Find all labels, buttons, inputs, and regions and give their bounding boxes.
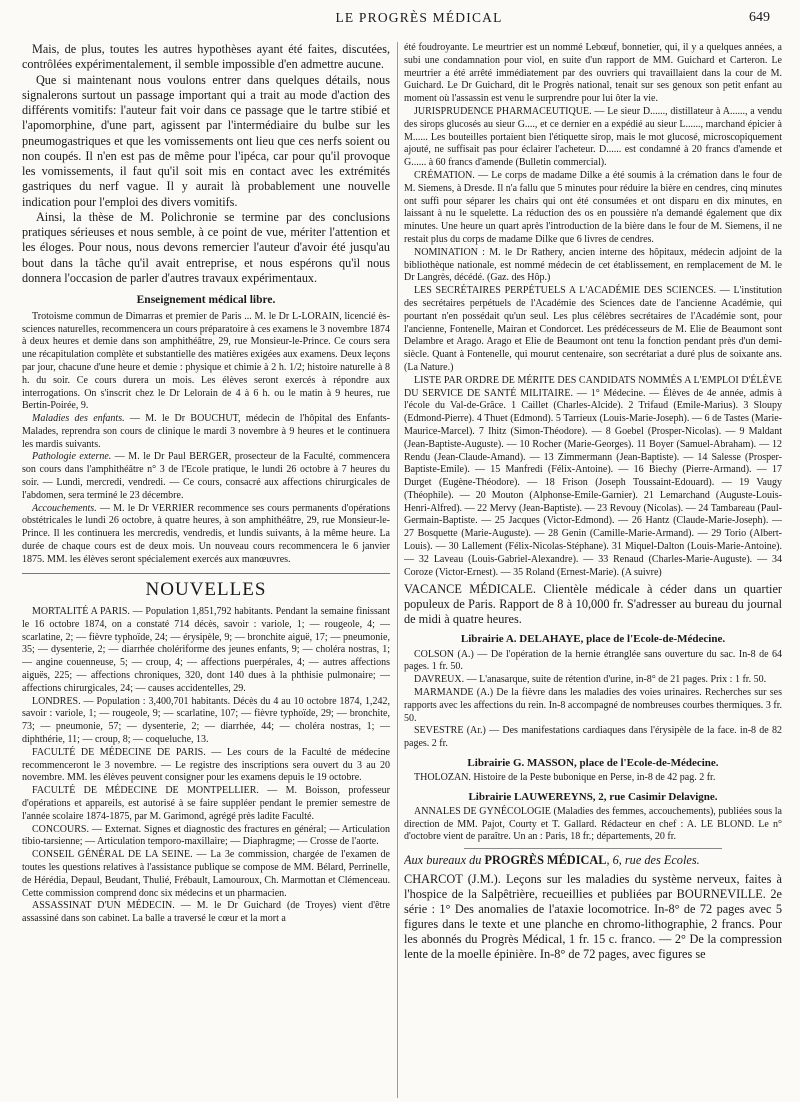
bureau-heading: Aux bureaux du (404, 853, 482, 868)
column-divider (397, 42, 398, 1098)
vacancy-notice: VACANCE MÉDICALE. Clientèle médicale à céder dans un quartier populeux de Paris. Rapport de 8 à 10,000 fr. S'adresser au bureau du journal de midi à quatre heures. (404, 582, 782, 627)
page-number: 649 (749, 10, 770, 25)
news-item (22, 451, 390, 502)
book-listing: ANNALES DE GYNÉCOLOGIE (Maladies des femmes, accouchements), publiées sous la direction de MM. Pajot, Courty et T. Gallard. Rédacteur en chef : A. LE BLOND. Le n° d'octobre vient de paraître. Un an : Paris, 18 fr.; départements, 20 fr. (404, 805, 782, 843)
item-text: — M. le Dr VERRIER recommence ses cours permanents d'opérations obstétricales le lundi 26 octobre, à quatre heures, à son amphithéâtre, 29, rue Monsieur-le-Prince. Il les continuera les mercredis, vendredis, et lundis suivants, à la même heure. La durée de chaque cours est de deux mois. Un nouveau cours recommencera le 6 janvier 1875. MM. les élèves seront spécialement exercés aux manœuvres. (22, 502, 390, 565)
right-column (404, 42, 782, 1098)
news-item: CRÉMATION. — Le corps de madame Dilke a été soumis à la crémation dans le four de M. Siemens, à Dresde. Il n'a fallu que 5 minutes pour réduire la bière en cendres, cinq minutes ont suffi pour séparer les chairs qui ont été consumées et ont disparu en dix minutes, en laissant à nu le squelette. La réduction des os en poussière n'a demandé également que dix minutes. Une heure un quart après l'introduction de la bière dans le four de M. Siemens, il ne restait plus du corps de madame Dilke que 6 livres de cendres. (404, 169, 782, 245)
publisher-heading: Librairie LAUWEREYNS, 2, rue Casimir Delavigne. (468, 790, 718, 803)
publisher-heading: Librairie G. MASSON, place de l'Ecole-de-Médecine. (467, 756, 719, 769)
news-item (22, 413, 390, 451)
item-text: — M. le Dr Paul BERGER, prosecteur de la Faculté, commencera son cours dans l'amphithéâtre n° 3 de l'Ecole pratique, le lundi 26 octobre à 7 heures du soir. — Lundi, mercredi, vendredi. — Ce cours, consacré aux affections chirurgicales de l'abdomen, sera terminé le 23 décembre. (22, 451, 390, 501)
news-item: CONSEIL GÉNÉRAL DE LA SEINE. — La 3e commission, chargée de l'examen de toutes les questions relatives à l'assistance publique se compose de MM. Bélard, Perrinelle, de Hérédia, Depaul, Beudant, Thulié, Frébault, Lamouroux, Ch. Marmottan et Clémenceau. Cette commission comprend donc six médecins et un pharmacien. (22, 849, 390, 899)
news-item: été foudroyante. Le meurtrier est un nommé Lebœuf, bonnetier, qui, il y a quelques années, a subi une condamnation pour viol, en suite d'un rapport de MM. Guichard et Carteron. Le meurtrier a été arrêté immédiatement par des ouvriers qui travaillaient dans la cour de M. Guichard. Le Dr Guichard, dit le Progrès national, tenait sur ses genoux son petit enfant au moment où l'assassin est venu le surprendre pour lui ôter la vie. (404, 42, 782, 105)
bureau-address: , 6, rue des Ecoles. (606, 853, 700, 868)
item-label: Accouchements. (32, 502, 97, 514)
news-item: CONCOURS. — Externat. Signes et diagnostic des fractures en général; — Articulation tibio-tarsienne; — Articulation temporo-maxillaire; — Diaphragme; — Crosse de l'aorte. (22, 823, 390, 848)
journal-name: PROGRÈS MÉDICAL (484, 853, 607, 868)
paragraph: Ainsi, la thèse de M. Polichronie se termine par des conclusions pratiques sérieuses et nous semble, à ce point de vue, mériter l'attention et les éloges. Pour nous, nous devons remercier l'auteur d'avoir été jusqu'au bout dans la tâche qu'il avait entreprise, et nous espérons qu'il nous donnera l'occasion de parler d'autres travaux expérimentaux. (22, 209, 390, 285)
item-label: Maladies des enfants. (32, 413, 125, 425)
book-listing: SEVESTRE (Ar.) — Des manifestations cardiaques dans l'érysipèle de la face. in-8 de 82 pages. 2 fr. (404, 725, 782, 750)
book-listing: THOLOZAN. Histoire de la Peste bubonique en Perse, in-8 de 42 pag. 2 fr. (414, 772, 716, 783)
item-text: — M. le Dr BOUCHUT, médecin de l'hôpital des Enfants-Malades, reprendra son cours de clinique le mardi 3 novembre à 9 heures et le continuera les mardis suivants. (22, 413, 390, 450)
news-item (22, 503, 390, 567)
section-heading: Enseignement médical libre. (136, 294, 276, 306)
nouvelles-heading: NOUVELLES (22, 573, 390, 602)
news-item: MORTALITÉ A PARIS. — Population 1,851,792 habitants. Pendant la semaine finissant le 16 octobre 1874, on a constaté 714 décès, savoir : variole, 1; — rougeole, 4; — scarlatine, 2; — fièvre typhoïde, 24; — érysipèle, 9; — bronchite aiguë, 17; — pneumonie, 35; — dysenterie, 2; — diarrhée cholériforme des jeunes enfants, 9; — choléra nostras, 1; — angine couenneuse, 5; — croup, 4; — affections puerpérales, 4; — autres affections aiguës, 225; — affections chroniques, 320, dont 140 dues à la phthisie pulmonaire; — affections chirurgicales, 24; — causes accidentelles, 29. (22, 605, 390, 694)
news-item: NOMINATION : M. le Dr Rathery, ancien interne des hôpitaux, médecin adjoint de la bibliothèque nationale, est nommé médecin de cet établissement, en remplacement de M. le Dr Langrès, décédé. (Gaz. des Hôp.) (404, 246, 782, 284)
running-header (56, 10, 782, 32)
news-item: FACULTÉ DE MÉDECINE DE MONTPELLIER. — M. Boisson, professeur d'opérations et appareils, est autorisé à se faire suppléer pendant le premier semestre de l'année scolaire 1874-1875, par M. Garimond, agrégé près ladite Faculté. (22, 785, 390, 822)
publisher-heading: Librairie A. DELAHAYE, place de l'Ecole-de-Médecine. (460, 633, 726, 646)
item-label: Pathologie externe. (32, 451, 112, 463)
news-item: JURISPRUDENCE PHARMACEUTIQUE. — Le sieur D......, distillateur à A......, a vendu des sirops glucosés au sieur G...., et ce dernier en a expédié au sieur L......, marchand épicier à M...... Les bouteilles portaient bien l'étiquette sirop, mais le mot glucosé, microscopiquement ajouté, ne suffisait pas pour éclairer l'acheteur. D...... est condamné à 20 francs d'amende et G...... à 60 francs d'amende (Bulletin commercial). (404, 105, 782, 169)
left-column (22, 42, 390, 1098)
book-listing: COLSON (A.) — De l'opération de la hernie étranglée sans ouverture du sac. In-8 de 64 pages. 1 fr. 50. (404, 648, 782, 673)
book-listing: DAVREUX. — L'anasarque, suite de rétention d'urine, in-8° de 21 pages. Prix : 1 fr. 50. (414, 674, 767, 686)
paragraph: Mais, de plus, toutes les autres hypothèses ayant été faites, discutées, contrôlées expérimentalement, il semble impossible d'en admettre aucune. (22, 42, 390, 72)
news-item: Trotoisme commun de Dimarras et premier de Paris ... M. le Dr L-LORAIN, licencié ès-sciences naturelles, recommencera un cours préparatoire à ces examens le 3 novembre 1874 à deux heures et demie dans son amphithéâtre, 29, rue Monsieur-le-Prince. Ce cours sera une récapitulation complète et substantielle des matières exigées aux examens. Deux leçons par jour, chacune d'une heure et demie : physique et chimie à 2 h. 1/2; histoire naturelle à 8 h. du soir. Ce cours durera un mois. Les élèves seront exercés à répondre aux interrogations. On s'inscrit chez le Dr Lelorain de 4 à 6 h. ou le matin à 9 heures, rue Bertin-Poirée, 9. (22, 310, 390, 412)
candidate-list: LISTE PAR ORDRE DE MÉRITE DES CANDIDATS NOMMÉS A L'EMPLOI D'ÉLÈVE DU SERVICE DE SANTÉ MILITAIRE. — 1° Médecine. — Élèves de 4e année, admis à l'école du Val-de-Grâce. 1 Caillet (Charles-Alcide). 2 Trifaud (Emile-Marius). 3 Sloupy (Edmond-Pierre). 4 Thuet (Edmond). 5 Tarrieux (Louis-Marie-Joseph). — 6 de Tastes (Marie-Maurice-Marcel). 7 Ihitz (Simon-Théodore). — 8 Goebel (Prosper-Nicolas). — 9 Maldant (Jean-Baptiste-Auguste). — 10 Rocher (Marie-Georges). 11 Boyer (Samuel-Abraham). — 12 Rendu (Jean-Claude-Amand). — 13 Zimmermann (Jean-Baptiste). — 14 Salesse (Prosper-Baptiste-Emile). — 15 Manfredi (Félix-Antoine). — 16 Biechy (Pierre-Armand). — 17 Durget (Eugène-Théodore). — 18 Frison (Joseph Toussaint-Edouard). — 19 Vaugy (Théophile). — 20 Mouton (Alphonse-Emile-Garnier). 21 Lemarchand (Auguste-Louis-Henri-Alfred). — 22 Mervy (Jean-Baptiste). — 23 Revouy (Nicolas). — 24 Tambareau (Paul-Germain-Baptiste. — 25 Jacques (Victor-Edmond). — 26 Hantz (Claude-Marie-Joseph). — 27 Bosquette (Marie-Auguste). — 28 Genin (Camille-Marie-Armand). — 29 Torio (Albert-Louis). — 30 Lallement (Félix-Nicolas-Stéphane). 31 Miquel-Dalton (Louis-Marie-Antoine). — 32 Laveau (Louis-Gabriel-Alexandre). — 33 Renaud (Charles-Marie-Auguste). — 34 Coroze (Victor-Ernest). — 35 Roland (Ernest-Marie). (A suivre) (404, 374, 782, 578)
bureau-listing: CHARCOT (J.M.). Leçons sur les maladies du système nerveux, faites à l'hospice de la Salpêtrière, recueillies et publiées par BOURNEVILLE. 2e série : 1° Des anomalies de l'ataxie locomotrice. In-8° de 72 pages avec 5 figures dans le texte et une planche en chromo-lithographie, 2 francs. Pour les abonnés du Progrès Médical, 1 fr. 15 c. franco. — 2° De la compression lente de la moelle épinière. In-8° de 72 pages, avec figures se (404, 872, 782, 962)
news-item: FACULTÉ DE MÉDECINE DE PARIS. — Les cours de la Faculté de médecine recommenceront le 3 novembre. — Le registre des inscriptions sera ouvert du 3 au 20 novembre. MM. les élèves peuvent consigner pour les examens depuis le 19 octobre. (22, 746, 390, 784)
news-item: LONDRES. — Population : 3,400,701 habitants. Décès du 4 au 10 octobre 1874, 1,242, savoir : variole, 1; — rougeole, 9; — scarlatine, 107; — fièvre typhoïde, 29; — bronchite, 73; — pneumonie, 57; — dysenterie, 2; — diarrhée, 44; — choléra nostras, 1; — diphthérie, 11; — croup, 8; — coqueluche, 13. (22, 695, 390, 745)
news-item: LES SECRÉTAIRES PERPÉTUELS A L'ACADÉMIE DES SCIENCES. — L'institution des secrétaires perpétuels de l'Académie des Sciences date de l'ancienne Académie, qui pourtant n'en possédait qu'un seul. Les plus célèbres secrétaires de l'Académie sont, pour l'ancienne, Fontenelle, Mairan et Condorcet. Les prédécesseurs de M. Elie de Beaumont sont Delambre et Arago. Arago et Elie de Beaumont ont tenu la fonction pendant près d'un demi-siècle. Quant à Fontenelle, qui mourut centenaire, son secrétariat a duré plus de soixante ans. (La Nature.) (404, 285, 782, 373)
book-listing: MARMANDE (A.) De la fièvre dans les maladies des voies urinaires. Recherches sur ses rapports avec les affections du rein. In-8 accompagné de nombreuses courbes thermiques. 3 fr. 50. (404, 686, 782, 724)
journal-title: LE PROGRÈS MÉDICAL (335, 10, 503, 25)
bureau-notice (404, 853, 782, 868)
paragraph: Que si maintenant nous voulons entrer dans quelques détails, nous signalerons surtout un passage important qui a trait au mode d'action des différents vomitifs: l'auteur fait voir dans ce passage que le tartre stibié et l'apomorphine, d'une part, agissent par l'intermédiaire du bulbe sur les pneumogastriques et que les vomissements ont lieu que ces nerfs soient ou non coupés. Il n'en est pas de même pour l'ipéca, car pour qu'il provoque les vomissements, il faut qu'il soit mis en contact avec les extrémités gastriques du nerf vague. Il y aurait là probablement une nouvelle indication pour l'emploi des divers vomitifs. (22, 72, 390, 209)
separator-rule (464, 848, 722, 849)
news-item: ASSASSINAT D'UN MÉDECIN. — M. le Dr Guichard (de Troyes) vient d'être assassiné dans son cabinet. La balle a traversé le cœur et la mort a (22, 900, 390, 925)
